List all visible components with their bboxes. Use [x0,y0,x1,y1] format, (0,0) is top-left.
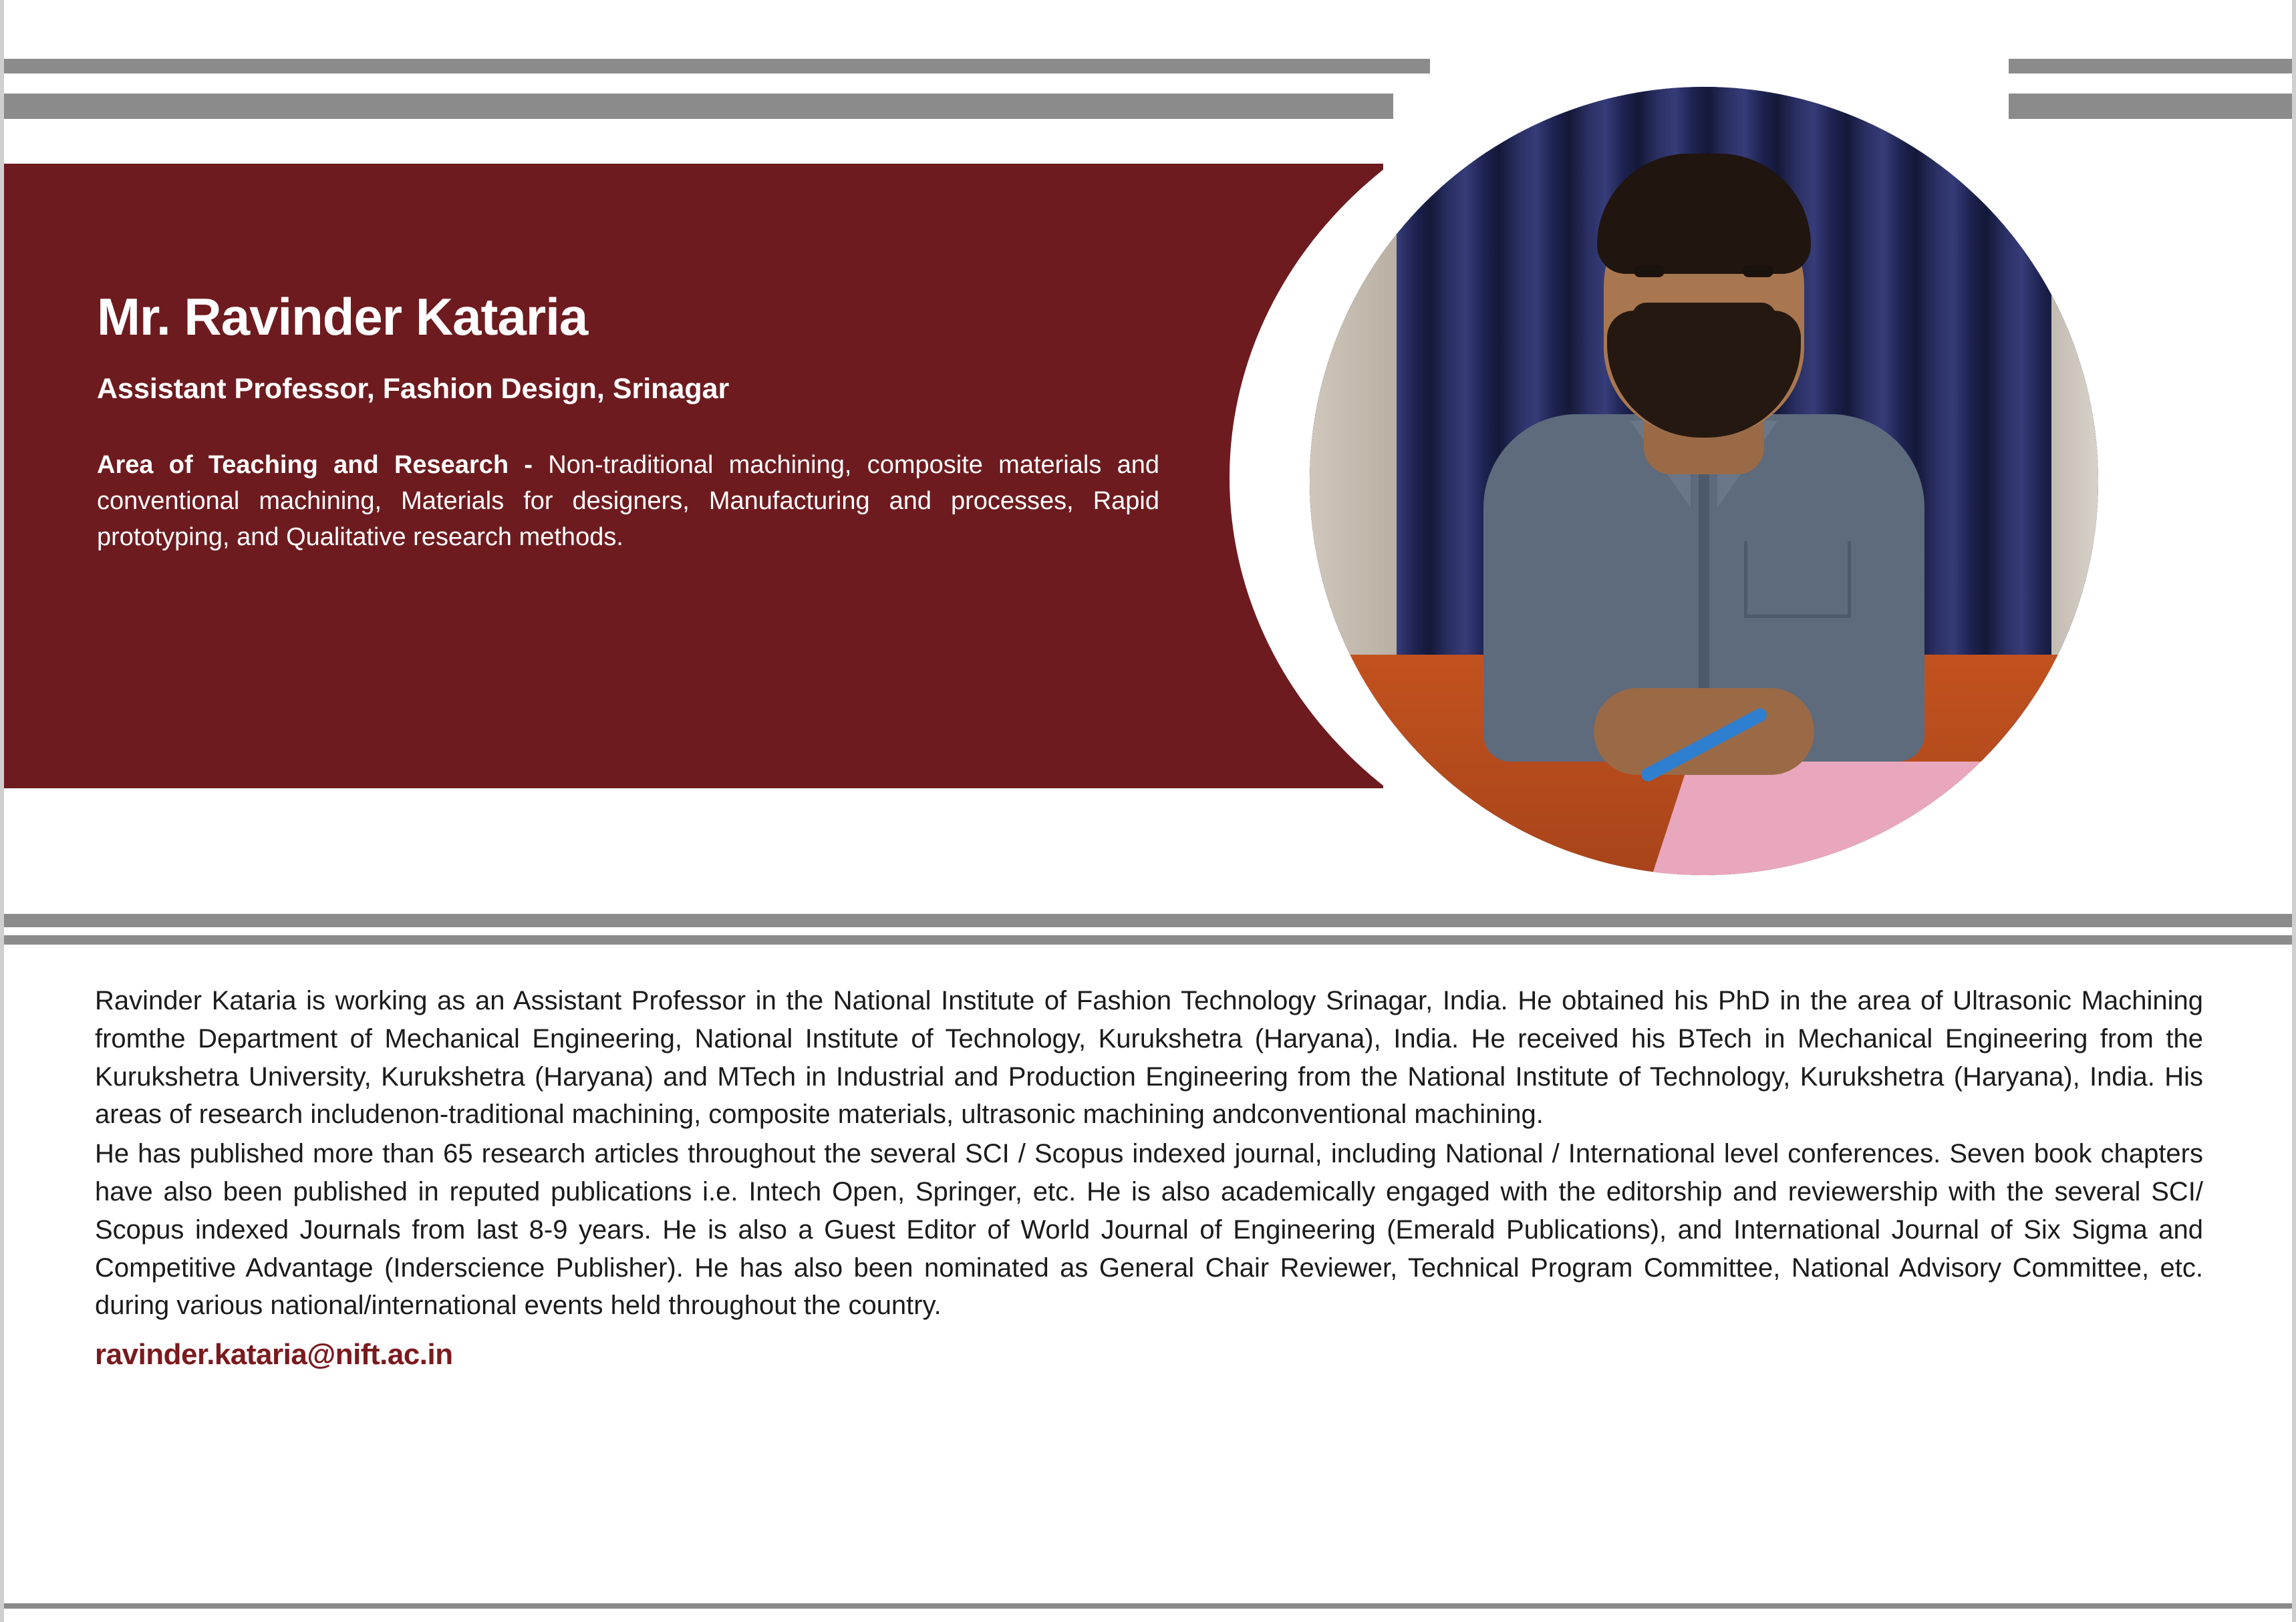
person-eye-left [1634,265,1665,277]
backdrop-wall-left [1310,87,1397,655]
biography-paragraph-2: He has published more than 65 research articles throughout the several SCI / Scopus indexed journal, including National / International level conferences. Seven book chapters have also been published in reputed publications i.e. Intech Open, Springer, etc. He is also academically engaged with the editorship and reviewership with the several SCI/ Scopus indexed Journals from last 8-9 years. He is also a Guest Editor of World Journal of Engineering (Emerald Publications), and International Journal of Six Sigma and Competitive Advantage (Inderscience Publisher). He has also been nominated as General Chair Reviewer, Technical Program Committee, National Advisory Committee, etc. during various national/international events held throughout the country. [95,1139,2203,1321]
avatar [1230,67,2138,888]
profile-designation: Assistant Professor, Fashion Design, Srinagar [97,373,730,405]
area-of-teaching-and-research [97,448,1159,556]
biography-section [95,982,2203,1376]
avatar-image [1310,87,2098,875]
area-label: Area of Teaching and Research - [97,451,533,480]
email-link[interactable]: ravinder.kataria@nift.ac.in [95,1338,453,1371]
bottom-rule [0,1603,2296,1609]
person-hands [1594,688,1814,775]
page-border-right [2292,0,2296,1622]
profile-banner [0,164,1383,788]
page-border-left [0,0,4,1622]
page-title: Mr. Ravinder Kataria [97,287,588,346]
profile-banner-content [97,287,1199,556]
person-eye-right [1743,265,1773,277]
divider-thin [0,935,2296,945]
top-bar-left-thin [0,59,1430,73]
shirt-placket [1699,441,1709,728]
person-moustache [1632,303,1776,331]
desk-paper [1652,762,2076,875]
top-bar-left-thick [0,94,1393,119]
area-text: Non-traditional machining, composite materials and conventional machining, Materials for designers, Manufacturing and processes, Rapid prototyping, and Qualitative research methods. [97,451,1159,552]
biography-paragraph-1: Ravinder Kataria is working as an Assistant Professor in the National Institute of Fashion Technology Srinagar, India. He obtained his PhD in the area of Ultrasonic Machining fromthe Department of Mechanical Engineering, National Institute of Technology, Kurukshetra (Haryana), India. He received his BTech in Mechanical Engineering from the Kurukshetra University, Kurukshetra (Haryana) and MTech in Industrial and Production Engineering from the National Institute of Technology, Kurukshetra (Haryana), India. His areas of research includenon-traditional machining, composite materials, ultrasonic machining andconventional machining. [95,986,2203,1130]
backdrop-wall-right [2051,87,2098,655]
shirt-pocket [1744,541,1851,618]
divider-thick [0,914,2296,927]
